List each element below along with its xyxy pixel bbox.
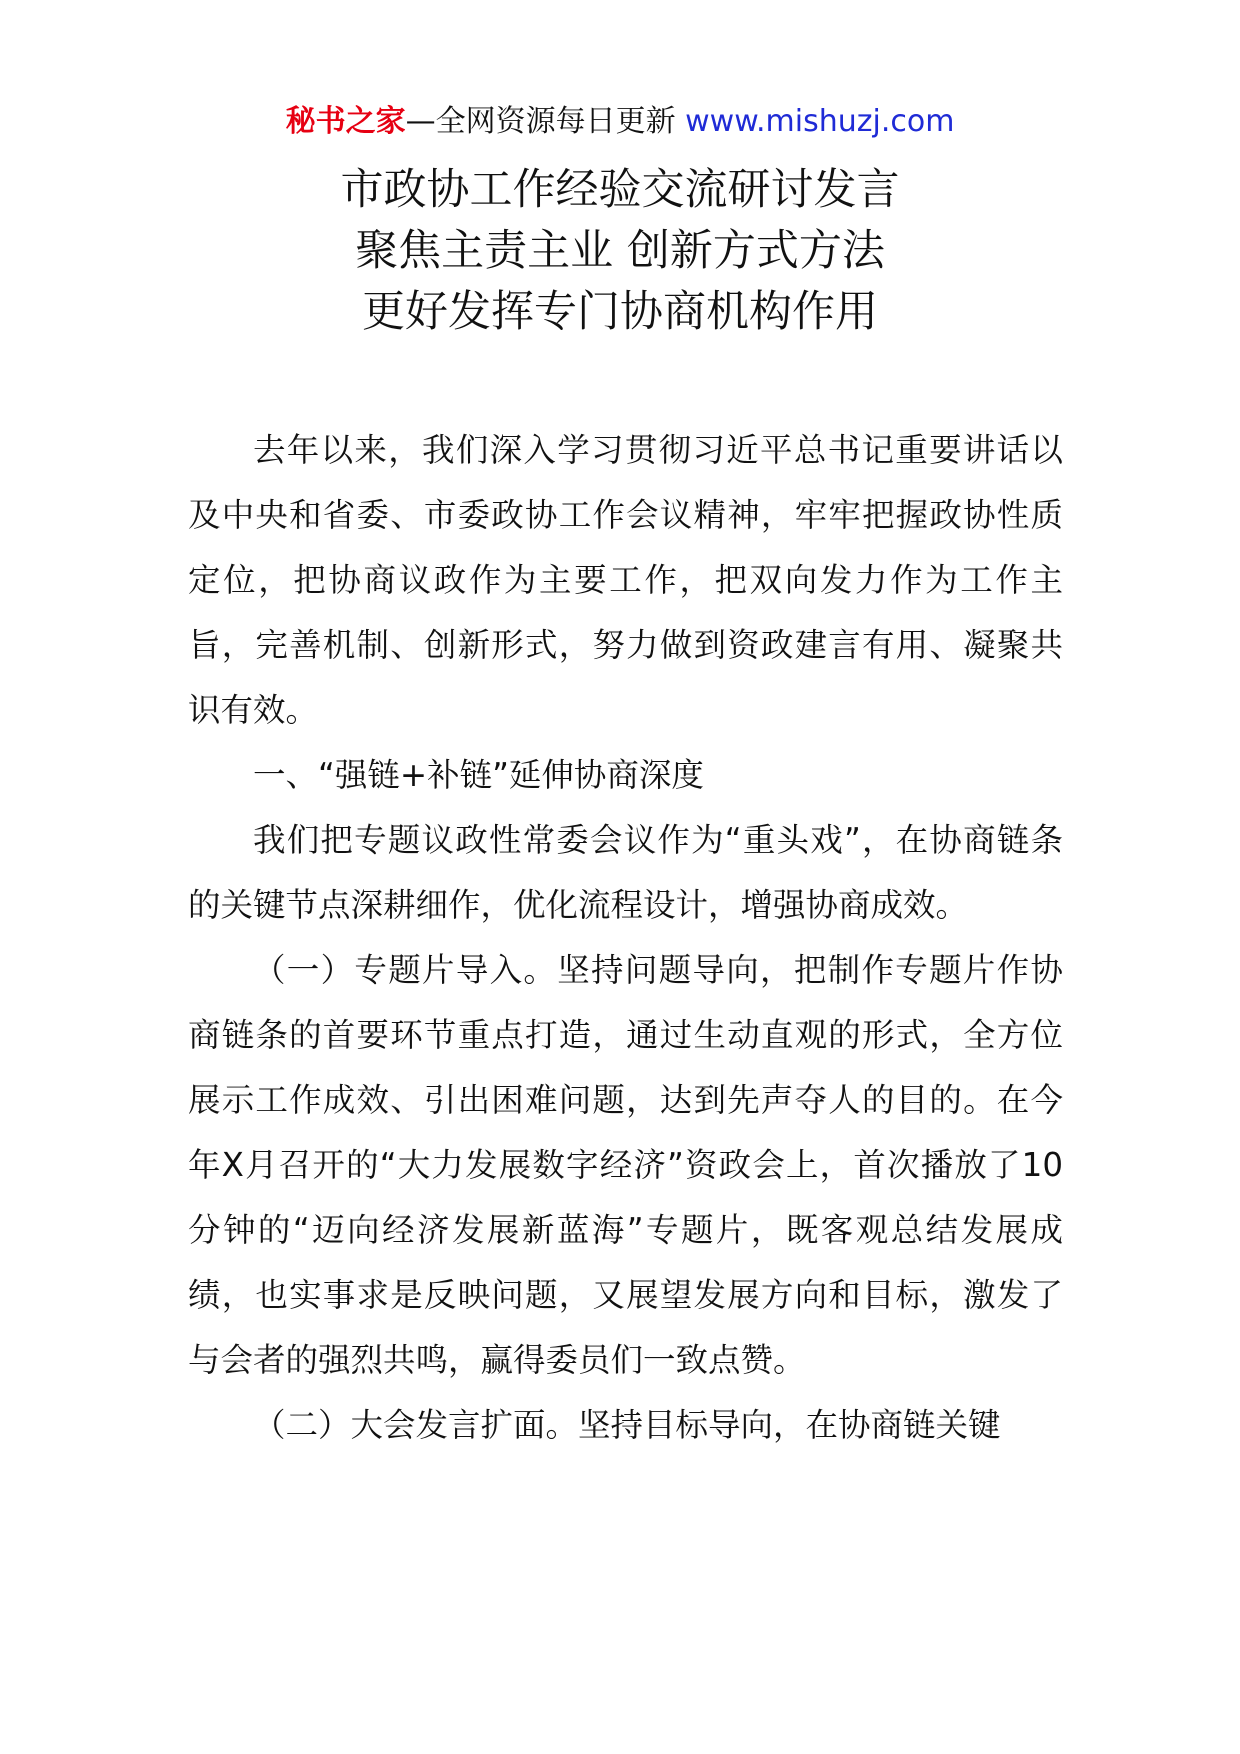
title-line-1: 市政协工作经验交流研讨发言 xyxy=(340,165,900,215)
brand-name: 秘书之家 xyxy=(285,104,406,139)
subsection-1-paragraph: （一）专题片导入。坚持问题导向，把制作专题片作协商链条的首要环节重点打造，通过生动直观的形式，全方位展示工作成效、引出困难问题，达到先声夺人的目的。在今年X月召开的“大力发展数字经济”资政会上，首次播放了10分钟的“迈向经济发展新蓝海”专题片，既客观总结发展成绩，也实事求是反映问题，又展望发展方向和目标，激发了与会者的强烈共鸣，赢得委员们一致点赞。 xyxy=(188,951,1063,1379)
section-1-heading: 一、“强链+补链”延伸协商深度 xyxy=(253,756,704,794)
document-title xyxy=(0,160,1240,343)
section-1-paragraph: 我们把专题议政性常委会议作为“重头戏”，在协商链条的关键节点深耕细作，优化流程设计，增强协商成效。 xyxy=(188,821,1063,924)
document-body xyxy=(188,418,1063,1458)
intro-paragraph: 去年以来，我们深入学习贯彻习近平总书记重要讲话以及中央和省委、市委政协工作会议精神，牢牢把握政协性质定位，把协商议政作为主要工作，把双向发力作为工作主旨，完善机制、创新形式，努力做到资政建言有用、凝聚共识有效。 xyxy=(188,431,1063,729)
site-banner xyxy=(0,100,1240,144)
site-url-link[interactable]: www.mishuzj.com xyxy=(685,104,955,139)
subsection-2-paragraph: （二）大会发言扩面。坚持目标导向，在协商链关键 xyxy=(253,1406,1001,1444)
title-line-3: 更好发挥专门协商机构作用 xyxy=(362,287,878,337)
banner-tagline: —全网资源每日更新 xyxy=(405,104,686,139)
title-line-2: 聚焦主责主业 创新方式方法 xyxy=(355,226,885,276)
